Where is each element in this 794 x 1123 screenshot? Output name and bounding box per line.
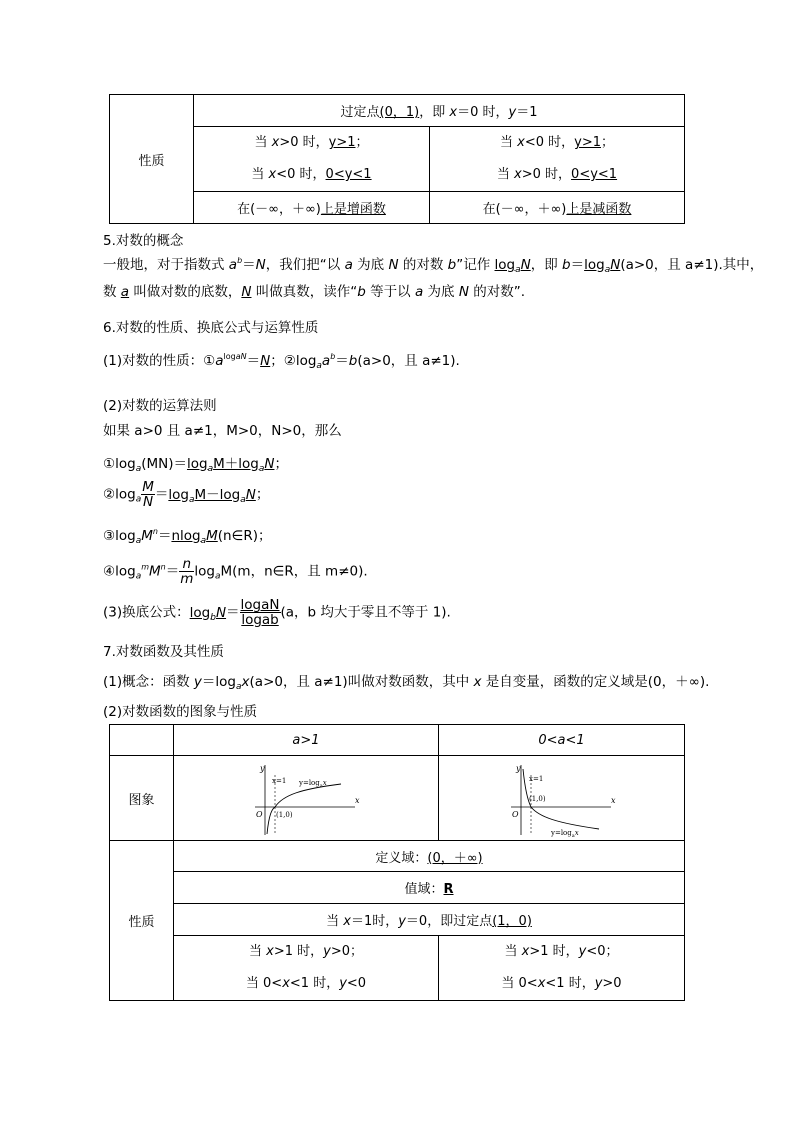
t: ④log bbox=[103, 563, 136, 580]
t: b bbox=[348, 353, 358, 369]
log-graph-decreasing bbox=[507, 759, 617, 837]
t: a bbox=[135, 494, 142, 505]
rule-4 bbox=[103, 557, 368, 586]
t: <0 时， bbox=[276, 167, 326, 182]
table1-right-mono bbox=[430, 192, 685, 224]
origin-label: O bbox=[511, 810, 519, 819]
rule-2 bbox=[103, 480, 269, 509]
t: ＝ bbox=[226, 604, 240, 621]
t: x bbox=[449, 105, 458, 120]
t: b bbox=[237, 256, 243, 265]
t: m bbox=[180, 571, 194, 587]
x-label: x bbox=[355, 796, 360, 805]
t: a bbox=[235, 352, 241, 361]
t: 6.对数的性质、换底公式与运算性质 bbox=[103, 320, 319, 336]
table1-fixed-point bbox=[194, 95, 685, 127]
t: log bbox=[189, 604, 211, 621]
t: 是自变量，函数的定义域是(0，＋∞). bbox=[481, 674, 710, 690]
range-row bbox=[174, 872, 685, 904]
t: N bbox=[142, 494, 154, 510]
log-curve bbox=[267, 784, 341, 834]
t: n bbox=[152, 527, 158, 536]
t: ＝log bbox=[201, 674, 237, 690]
t: ，即 bbox=[419, 105, 450, 120]
t: a bbox=[200, 536, 207, 546]
t: log bbox=[168, 486, 189, 503]
header-a-lt-1 bbox=[439, 725, 685, 756]
t: a bbox=[344, 257, 353, 273]
label-text: 性质 bbox=[138, 153, 165, 169]
t: a bbox=[135, 571, 142, 582]
t: y bbox=[193, 674, 202, 690]
t: N bbox=[458, 284, 469, 300]
t: x bbox=[268, 167, 277, 182]
t: N bbox=[255, 257, 266, 273]
t: 当 bbox=[326, 914, 344, 929]
t: a bbox=[215, 353, 224, 369]
rule-1 bbox=[103, 452, 288, 474]
change-of-base bbox=[103, 598, 451, 627]
t: (a，b 均大于零且不等于 1). bbox=[280, 604, 451, 621]
t: a bbox=[414, 284, 424, 300]
t: a bbox=[316, 361, 322, 371]
table1-left-mono bbox=[194, 192, 430, 224]
t: N bbox=[240, 352, 247, 361]
t: b bbox=[447, 257, 457, 273]
t: ； bbox=[274, 456, 288, 472]
t: y bbox=[323, 944, 331, 959]
section5-para2 bbox=[103, 280, 525, 300]
t: a bbox=[258, 464, 265, 474]
t: y>1 bbox=[574, 135, 601, 150]
t: 定义域： bbox=[375, 850, 428, 866]
t: 的对数 bbox=[398, 257, 448, 273]
t: 过定点 bbox=[340, 105, 380, 120]
t: (1，0) bbox=[492, 914, 532, 929]
t: x bbox=[473, 674, 482, 690]
t: a bbox=[207, 464, 214, 474]
x1-label: x=1 bbox=[528, 775, 543, 783]
t: (a>0，且 a≠1). bbox=[357, 353, 460, 369]
t: (a>0，且 a≠1).其中， bbox=[620, 257, 764, 273]
t: 0<a<1 bbox=[538, 732, 585, 748]
table1-right-cell bbox=[430, 127, 685, 192]
t: ＝1时， bbox=[350, 914, 399, 929]
t: ＝ bbox=[246, 353, 261, 369]
t: M＋log bbox=[213, 456, 259, 472]
t: 的对数”. bbox=[468, 284, 526, 300]
t: a bbox=[120, 284, 130, 300]
t: N bbox=[260, 353, 271, 369]
t: ＝ bbox=[157, 528, 172, 544]
t: (0，1) bbox=[379, 105, 420, 120]
t: b bbox=[357, 284, 366, 300]
t: 当 0< bbox=[245, 976, 283, 991]
t: x bbox=[343, 914, 351, 929]
t: ②log bbox=[103, 486, 136, 503]
t: N bbox=[610, 257, 621, 273]
t: a bbox=[135, 464, 142, 474]
t: >0 时， bbox=[521, 167, 572, 182]
section7-p1 bbox=[103, 670, 709, 692]
t: 在(－∞，＋∞) bbox=[237, 202, 321, 217]
t: log bbox=[223, 352, 236, 361]
t: ；②log bbox=[270, 353, 317, 369]
point-label: (1,0) bbox=[276, 811, 293, 819]
t: >1 时， bbox=[529, 944, 579, 959]
t: y bbox=[594, 976, 603, 991]
t: a bbox=[228, 257, 238, 273]
t: <0 bbox=[346, 976, 367, 991]
t: n bbox=[179, 557, 194, 572]
t: b bbox=[330, 352, 336, 361]
t: a bbox=[515, 265, 521, 275]
corner-cell bbox=[110, 725, 174, 756]
t: n bbox=[160, 562, 166, 572]
t: x bbox=[271, 135, 280, 150]
t: >0 时， bbox=[279, 135, 329, 150]
t: log bbox=[186, 456, 208, 472]
t: 当 bbox=[251, 167, 269, 182]
image-label bbox=[110, 756, 174, 841]
t: log bbox=[494, 257, 516, 273]
t: a bbox=[214, 571, 221, 582]
section6-p2 bbox=[103, 394, 217, 414]
t: b bbox=[210, 612, 216, 623]
t: >1 时， bbox=[273, 944, 324, 959]
t: 上是减函数 bbox=[566, 202, 632, 217]
origin-label: O bbox=[256, 810, 263, 819]
t: ，我们把“以 bbox=[265, 257, 345, 273]
t: ＝1 bbox=[516, 105, 538, 120]
t: 值域： bbox=[404, 882, 444, 897]
t: ＝ bbox=[165, 563, 180, 580]
t: y bbox=[578, 944, 587, 959]
fraction bbox=[141, 480, 155, 509]
t: 当 bbox=[496, 167, 515, 182]
t: 当 0< bbox=[501, 976, 538, 991]
t: ＝ bbox=[570, 257, 585, 273]
table1-label bbox=[110, 95, 194, 224]
point-label: (1,0) bbox=[528, 795, 546, 803]
t: x bbox=[514, 167, 522, 182]
t: a bbox=[188, 494, 195, 505]
t: 为底 bbox=[352, 257, 389, 273]
t: (a>0，且 a≠1)叫做对数函数，其中 bbox=[249, 674, 474, 690]
t: 当 bbox=[248, 944, 267, 959]
t: 为底 bbox=[423, 284, 459, 300]
t: ＝ bbox=[335, 353, 349, 369]
t: b bbox=[562, 257, 571, 273]
t: m bbox=[141, 562, 149, 572]
t: 叫做对数的底数， bbox=[129, 284, 242, 300]
x1-label: x=1 bbox=[272, 777, 287, 785]
t: ③log bbox=[103, 528, 136, 544]
t: x bbox=[241, 674, 250, 690]
t: ； bbox=[600, 135, 614, 150]
t: 如果 a>0 且 a≠1，M>0，N>0，那么 bbox=[103, 423, 342, 439]
t: a>1 bbox=[292, 732, 320, 748]
y-label: y bbox=[260, 764, 265, 773]
t: log bbox=[194, 563, 215, 580]
t: 性质 bbox=[128, 915, 155, 930]
t: 0<y<1 bbox=[571, 167, 618, 182]
domain-row bbox=[174, 841, 685, 872]
t: ①log bbox=[103, 456, 136, 472]
exp-property-table bbox=[109, 94, 685, 224]
curve-label: $y=\log_ax$ bbox=[299, 779, 327, 789]
t: (2)对数的运算法则 bbox=[103, 398, 217, 414]
t: x bbox=[517, 135, 525, 150]
t: ＝0，即过定点 bbox=[405, 914, 493, 929]
fraction bbox=[179, 557, 194, 586]
t: 当 bbox=[254, 135, 272, 150]
section5-title bbox=[103, 229, 183, 249]
t: N bbox=[245, 486, 256, 503]
t: a bbox=[236, 682, 242, 692]
t: >0 bbox=[602, 976, 622, 991]
t: <1 时， bbox=[289, 976, 340, 991]
t: <0； bbox=[586, 944, 619, 959]
y-label: y bbox=[515, 764, 521, 773]
t: y bbox=[508, 105, 517, 120]
table1-left-cell bbox=[194, 127, 430, 192]
t: a bbox=[135, 536, 142, 546]
t: x bbox=[537, 976, 546, 991]
log-function-table bbox=[109, 724, 685, 1001]
t: N bbox=[241, 284, 252, 300]
t: x bbox=[521, 944, 530, 959]
t: x bbox=[266, 944, 274, 959]
t: 图象 bbox=[128, 792, 155, 808]
t: M(m，n∈R，且 m≠0). bbox=[220, 563, 368, 580]
t: 7.对数函数及其性质 bbox=[103, 644, 224, 660]
t: M bbox=[141, 528, 153, 544]
t: ； bbox=[355, 135, 369, 150]
section7-title bbox=[103, 640, 224, 660]
t: ＝ bbox=[154, 486, 169, 503]
rule-3 bbox=[103, 524, 271, 546]
t: 上是增函数 bbox=[320, 202, 386, 217]
t: log bbox=[584, 257, 605, 273]
log-graph-increasing bbox=[251, 759, 361, 837]
t: N bbox=[520, 257, 531, 273]
t: N bbox=[264, 456, 275, 472]
t: M bbox=[206, 528, 218, 544]
t: 5.对数的概念 bbox=[103, 233, 184, 249]
t: a bbox=[604, 265, 611, 275]
t: a bbox=[321, 353, 331, 369]
t: <1 时， bbox=[545, 976, 595, 991]
t: N bbox=[388, 257, 399, 273]
t: y bbox=[398, 914, 406, 929]
t: logaN bbox=[240, 597, 280, 613]
t: x bbox=[282, 976, 290, 991]
t: 在(－∞，＋∞) bbox=[482, 202, 567, 217]
t: 等于以 bbox=[365, 284, 415, 300]
t: ”记作 bbox=[456, 257, 495, 273]
t: nlog bbox=[171, 528, 201, 544]
t: logab bbox=[241, 612, 279, 628]
t: y bbox=[339, 976, 347, 991]
fixed-point-row bbox=[174, 904, 685, 936]
t: 当 bbox=[499, 135, 518, 150]
section6-p3 bbox=[103, 419, 342, 439]
t: (n∈R)； bbox=[217, 528, 272, 544]
prop-label bbox=[110, 841, 174, 1001]
t: M－log bbox=[194, 486, 241, 503]
t: (1)概念：函数 bbox=[103, 674, 194, 690]
t: ，即 bbox=[530, 257, 563, 273]
section6-p1 bbox=[103, 349, 460, 371]
t: <0 时， bbox=[524, 135, 575, 150]
t: (1)对数的性质：① bbox=[103, 353, 216, 369]
t: R bbox=[443, 882, 454, 897]
section7-p2 bbox=[103, 700, 257, 720]
t: ； bbox=[255, 486, 270, 503]
t: (3)换底公式： bbox=[103, 604, 190, 621]
t: 当 bbox=[504, 944, 522, 959]
t: 叫做真数，读作“ bbox=[251, 284, 358, 300]
section5-para1 bbox=[103, 253, 763, 275]
t: (MN)＝ bbox=[141, 456, 187, 472]
t: M bbox=[149, 563, 161, 580]
t: 0<y<1 bbox=[325, 167, 372, 182]
t: a bbox=[240, 494, 246, 505]
header-a-gt-1 bbox=[174, 725, 439, 756]
graph-right-cell bbox=[439, 756, 685, 841]
t: M bbox=[142, 479, 154, 495]
section6-title bbox=[103, 316, 318, 336]
t: 数 bbox=[103, 284, 121, 300]
curve-label: $y=\log_ax$ bbox=[550, 829, 579, 837]
fraction bbox=[240, 598, 281, 627]
t: N bbox=[215, 604, 227, 621]
t: 一般地，对于指数式 bbox=[103, 257, 229, 273]
t: (2)对数函数的图象与性质 bbox=[103, 704, 258, 720]
left-sign-cell bbox=[174, 936, 439, 1001]
t: >0； bbox=[330, 944, 363, 959]
t: ＝0 时， bbox=[457, 105, 509, 120]
x-label: x bbox=[610, 796, 616, 805]
graph-left-cell bbox=[174, 756, 439, 841]
t: (0，＋∞) bbox=[427, 850, 483, 866]
t: ＝ bbox=[242, 257, 256, 273]
t: y>1 bbox=[328, 135, 356, 150]
right-sign-cell bbox=[439, 936, 685, 1001]
